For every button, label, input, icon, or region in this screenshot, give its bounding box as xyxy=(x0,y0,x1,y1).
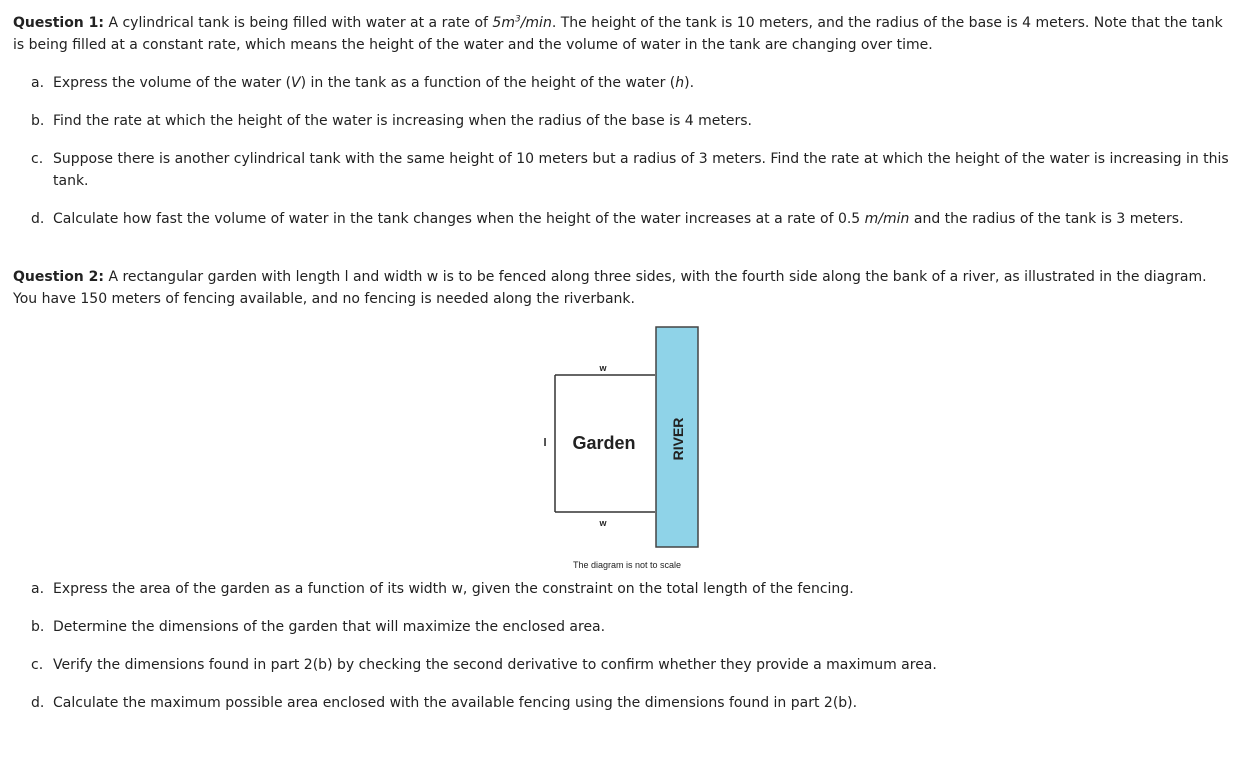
part-text: Find the rate at which the height of the water is increasing when the radius of the base is 4 meters. xyxy=(53,113,752,129)
question-2-part-a xyxy=(13,578,1231,600)
part-text: Express the volume of the water ( xyxy=(53,75,292,91)
question-2-label: Question 2: xyxy=(13,269,104,285)
question-1-parts xyxy=(13,72,1231,230)
question-2-part-d xyxy=(13,692,1231,714)
question-1-intro-text-1: A cylindrical tank is being filled with water at a rate of xyxy=(104,15,493,31)
part-marker: a. xyxy=(31,581,45,597)
fill-rate-unit: /min xyxy=(520,15,552,31)
document-page xyxy=(13,12,1231,730)
part-text: Calculate the maximum possible area enclosed with the available fencing using the dimensions found in part 2(b). xyxy=(53,695,858,711)
question-1-part-d xyxy=(13,208,1231,230)
river-label: RIVER xyxy=(670,417,686,461)
part-marker: d. xyxy=(31,695,45,711)
width-label-bottom: w xyxy=(599,518,607,528)
garden-diagram-svg xyxy=(13,316,1231,578)
diagram-caption: The diagram is not to scale xyxy=(572,560,682,570)
question-2-part-c xyxy=(13,654,1231,676)
fill-rate-exponent: 3 xyxy=(514,14,521,25)
question-1-intro xyxy=(13,12,1231,56)
variable-v: V xyxy=(291,75,301,91)
question-1-part-c xyxy=(13,148,1231,192)
part-marker: a. xyxy=(31,75,45,91)
question-2-parts xyxy=(13,578,1231,714)
question-1-part-b xyxy=(13,110,1231,132)
part-text: and the radius of the tank is 3 meters. xyxy=(909,211,1184,227)
part-marker: b. xyxy=(31,619,45,635)
part-marker: b. xyxy=(31,113,45,129)
question-2-intro-text: A rectangular garden with length l and width w is to be fenced along three sides, with the fourth side along the bank of a river, as illustrated in the diagram. You have 150 meters of fencing available, and no fencing is needed along the riverbank. xyxy=(13,269,1207,307)
part-marker: d. xyxy=(31,211,45,227)
garden-diagram xyxy=(13,316,1231,578)
part-text: Express the area of the garden as a function of its width w, given the constraint on the total length of the fencing. xyxy=(53,581,854,597)
part-marker: c. xyxy=(31,151,44,167)
question-1-label: Question 1: xyxy=(13,15,104,31)
part-text: Calculate how fast the volume of water in the tank changes when the height of the water increases at a rate of 0.5 xyxy=(53,211,865,227)
width-label-top: w xyxy=(599,363,607,373)
question-2-part-b xyxy=(13,616,1231,638)
question-2-intro xyxy=(13,266,1231,310)
question-2 xyxy=(13,266,1231,714)
part-text: Verify the dimensions found in part 2(b) by checking the second derivative to confirm whether they provide a maximum area. xyxy=(53,657,937,673)
rate-unit: m/min xyxy=(864,211,910,227)
part-text: ). xyxy=(684,75,695,91)
length-label: l xyxy=(543,437,547,449)
question-1 xyxy=(13,12,1231,230)
part-marker: c. xyxy=(31,657,44,673)
variable-h: h xyxy=(675,75,685,91)
part-text: Suppose there is another cylindrical tank with the same height of 10 meters but a radius of 3 meters. Find the rate at which the height of the water is increasing in this tank. xyxy=(53,151,1229,189)
question-1-part-a xyxy=(13,72,1231,94)
part-text: ) in the tank as a function of the height of the water ( xyxy=(300,75,676,91)
fill-rate-base: 5m xyxy=(492,15,515,31)
part-text: Determine the dimensions of the garden that will maximize the enclosed area. xyxy=(53,619,606,635)
garden-label: Garden xyxy=(572,433,636,453)
question-1-intro-text-2: . The height of the tank is 10 meters, and the radius of the base is 4 meters. Note that the tank is being filled at a constant rate, which means the height of the water and the volume of water in the tank are changing over time. xyxy=(13,15,1223,53)
fill-rate xyxy=(492,15,551,31)
